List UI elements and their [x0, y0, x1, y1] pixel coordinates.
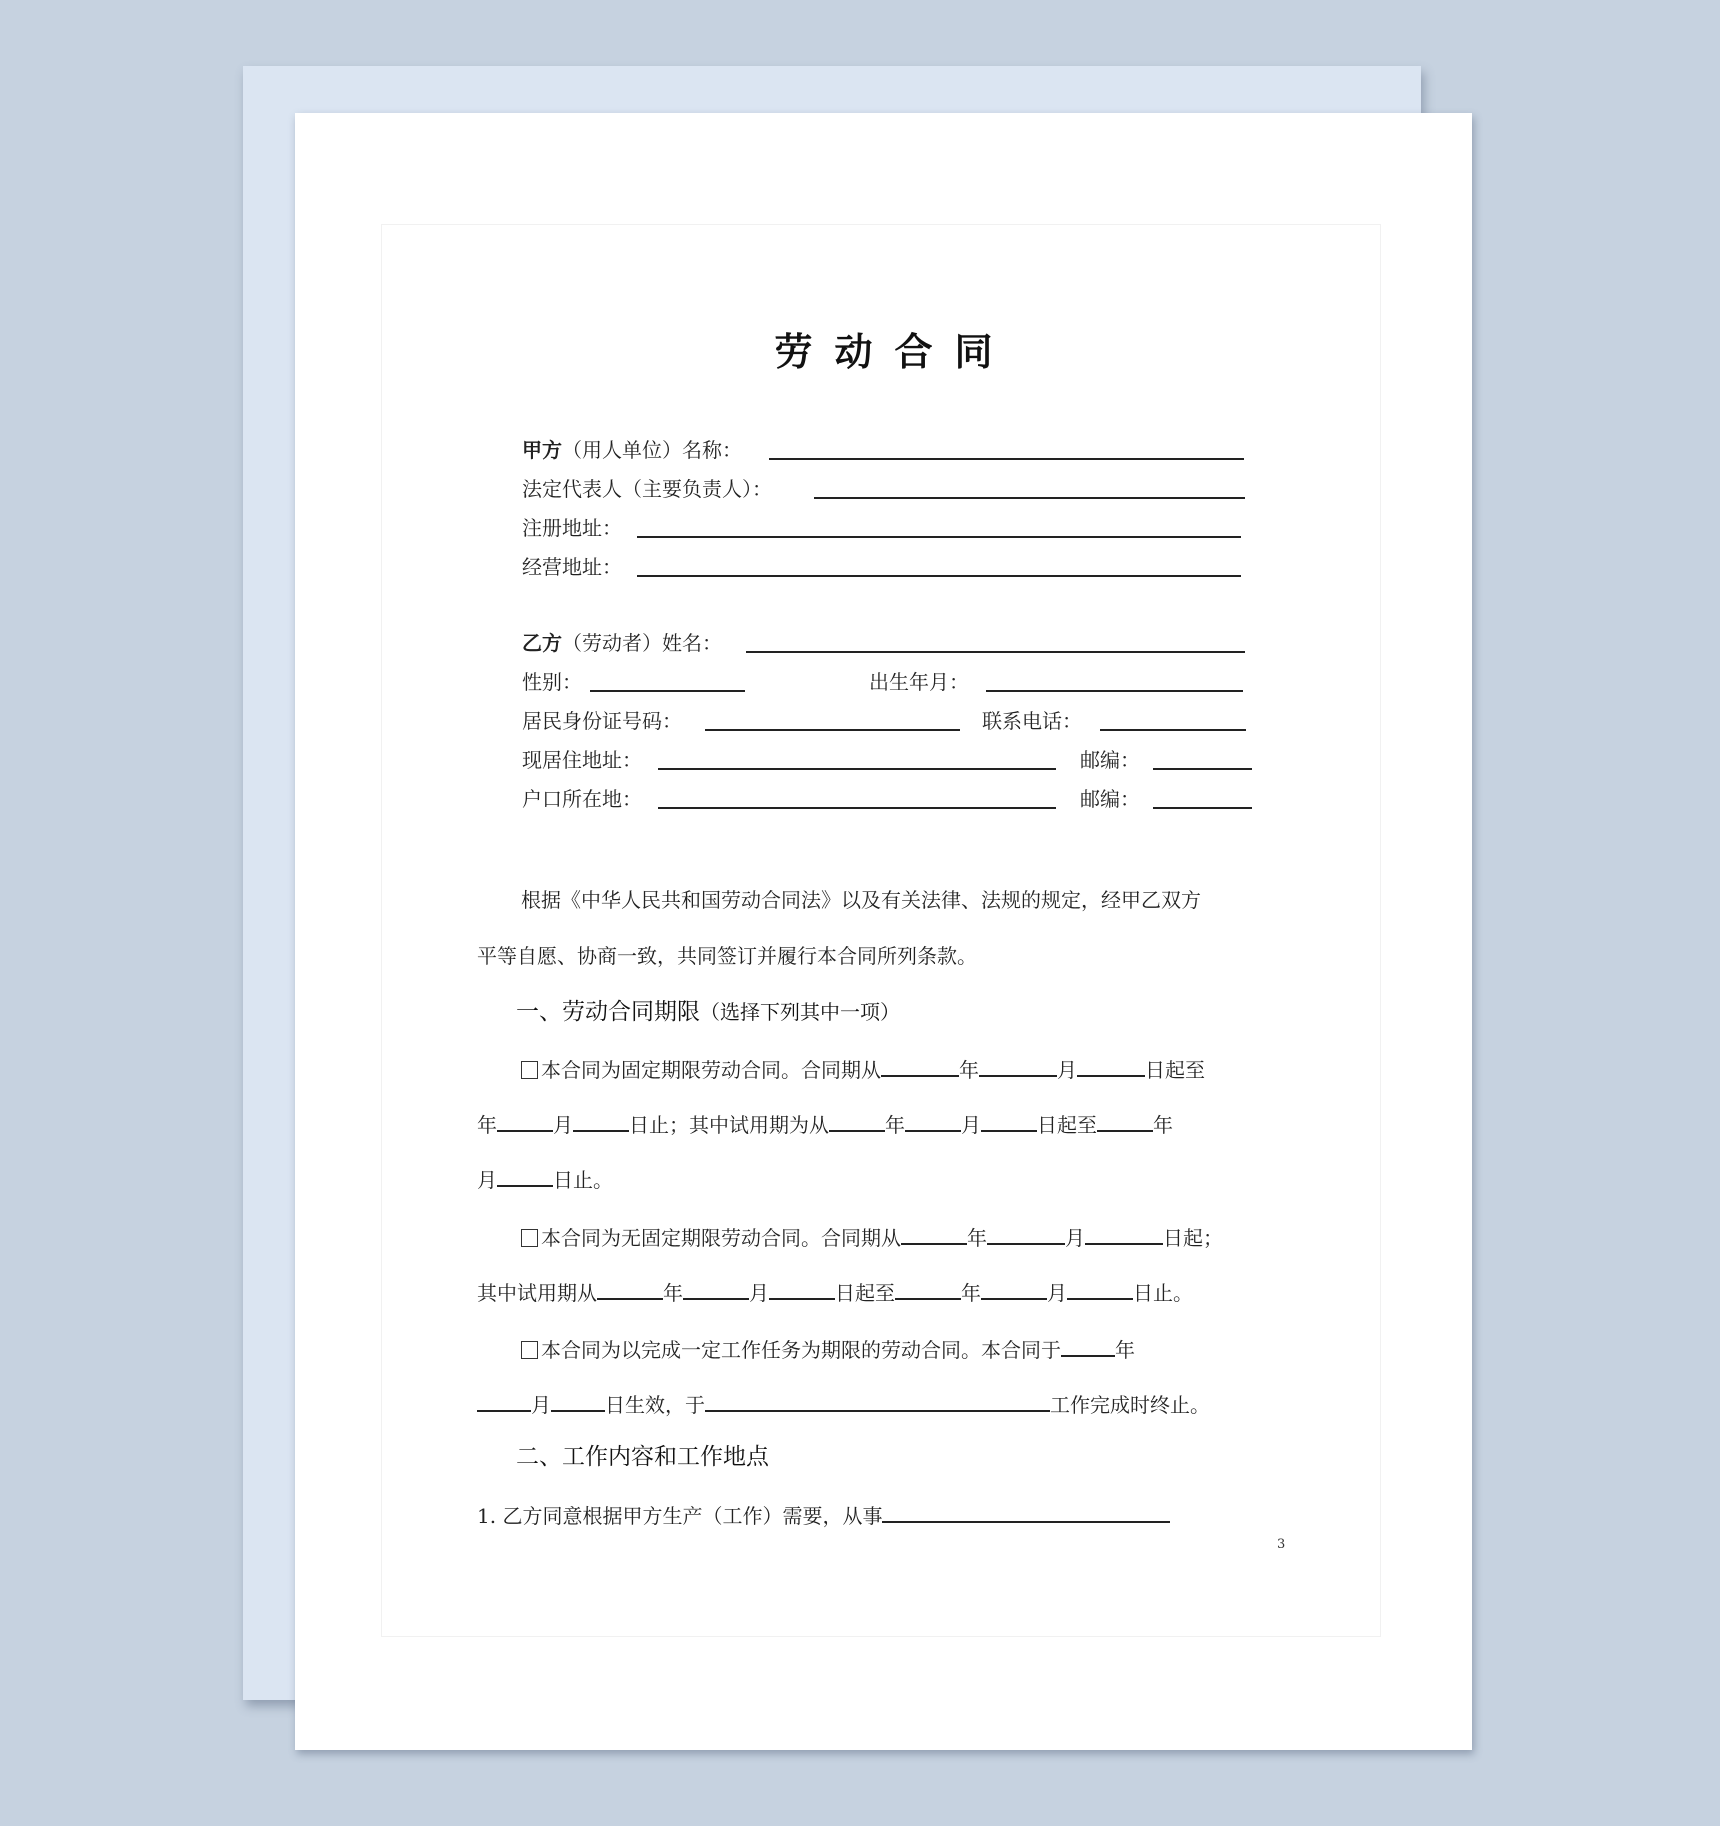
gender-label: 性别： — [522, 670, 582, 694]
probation-start-month-field[interactable] — [905, 1108, 961, 1132]
phone-label: 联系电话： — [982, 709, 1082, 733]
legal-rep-label: 法定代表人（主要负责人）： — [522, 477, 772, 501]
reg-address-field[interactable] — [637, 536, 1241, 538]
task-month-field[interactable] — [477, 1388, 531, 1412]
hukou-field[interactable] — [658, 807, 1056, 809]
task-description-field[interactable] — [705, 1388, 1050, 1412]
start-year-field[interactable] — [881, 1053, 959, 1077]
option-1-line-3: 月 日止。 — [477, 1163, 1307, 1195]
option-1-line-1: 本合同为固定期限劳动合同。合同期从 年 月 日起至 — [477, 1053, 1351, 1085]
reg-address-label: 注册地址： — [522, 516, 622, 540]
party-a-label: 甲方 — [522, 438, 562, 462]
open-start-year-field[interactable] — [901, 1221, 967, 1245]
probation-end-year-field[interactable] — [1097, 1108, 1153, 1132]
option-2-line-1: 本合同为无固定期限劳动合同。合同期从 年 月 日起； — [477, 1221, 1351, 1253]
current-postcode-field[interactable] — [1153, 768, 1252, 770]
probation-end-day-field[interactable] — [497, 1163, 553, 1187]
birth-field[interactable] — [986, 690, 1243, 692]
hukou-row — [522, 784, 1342, 814]
postcode-label: 邮编： — [1080, 787, 1140, 811]
party-b-name-label: （劳动者）姓名： — [562, 631, 722, 655]
open-probation-end-month-field[interactable] — [981, 1276, 1047, 1300]
probation-start-year-field[interactable] — [829, 1108, 885, 1132]
gender-birth-row — [522, 667, 1342, 697]
probation-start-day-field[interactable] — [981, 1108, 1037, 1132]
document-title: 劳动合同 — [774, 330, 1015, 374]
id-number-label: 居民身份证号码： — [522, 709, 682, 733]
id-number-field[interactable] — [705, 729, 960, 731]
open-probation-start-day-field[interactable] — [769, 1276, 835, 1300]
option-1-line-2: 年 月 日止；其中试用期为从 年 月 日起至 年 — [477, 1108, 1307, 1140]
legal-rep-field[interactable] — [814, 497, 1245, 499]
open-probation-start-year-field[interactable] — [597, 1276, 663, 1300]
end-month-field[interactable] — [497, 1108, 553, 1132]
preamble-line-2: 平等自愿、协商一致，共同签订并履行本合同所列条款。 — [477, 944, 977, 968]
party-a-name-label: （用人单位）名称： — [562, 438, 742, 462]
current-address-row — [522, 745, 1342, 775]
birth-label: 出生年月： — [869, 670, 969, 694]
gender-field[interactable] — [590, 690, 745, 692]
biz-address-label: 经营地址： — [522, 555, 622, 579]
current-address-field[interactable] — [658, 768, 1056, 770]
task-year-field[interactable] — [1061, 1333, 1115, 1357]
id-phone-row — [522, 706, 1342, 736]
preamble-line-1: 根据《中华人民共和国劳动合同法》以及有关法律、法规的规定，经甲乙双方 — [521, 888, 1201, 912]
biz-address-row — [522, 552, 1342, 582]
option-2-line-2: 其中试用期从 年 月 日起至 年 月 日止。 — [477, 1276, 1307, 1308]
option-3-line-1: 本合同为以完成一定工作任务为期限的劳动合同。本合同于 年 — [477, 1333, 1351, 1365]
page-number: 3 — [1277, 1537, 1286, 1552]
section-1-note: （选择下列其中一项） — [700, 1000, 900, 1024]
party-b-name-field[interactable] — [746, 651, 1245, 653]
job-position-field[interactable] — [882, 1499, 1170, 1523]
section-2-heading: 二、工作内容和工作地点 — [516, 1444, 769, 1470]
biz-address-field[interactable] — [637, 575, 1241, 577]
legal-rep-row — [522, 474, 1342, 504]
party-a-name-field[interactable] — [769, 458, 1244, 460]
end-day-field[interactable] — [573, 1108, 629, 1132]
start-month-field[interactable] — [979, 1053, 1057, 1077]
option-3-line-2: 月 日生效，于 工作完成时终止。 — [477, 1388, 1307, 1420]
current-address-label: 现居住地址： — [522, 748, 642, 772]
phone-field[interactable] — [1100, 729, 1246, 731]
party-b-name-row — [522, 628, 1342, 658]
contract-page — [295, 113, 1472, 1750]
postcode-label: 邮编： — [1080, 748, 1140, 772]
open-probation-end-day-field[interactable] — [1067, 1276, 1133, 1300]
hukou-label: 户口所在地： — [522, 787, 642, 811]
section-1-heading: 一、劳动合同期限（选择下列其中一项） — [516, 999, 900, 1025]
hukou-postcode-field[interactable] — [1153, 807, 1252, 809]
checkbox-open-ended[interactable] — [521, 1229, 538, 1247]
reg-address-row — [522, 513, 1342, 543]
open-start-month-field[interactable] — [987, 1221, 1065, 1245]
checkbox-task-based[interactable] — [521, 1341, 538, 1359]
open-probation-end-year-field[interactable] — [895, 1276, 961, 1300]
section-2-item-1: 1. 乙方同意根据甲方生产（工作）需要，从事 — [477, 1499, 1307, 1531]
start-day-field[interactable] — [1077, 1053, 1145, 1077]
checkbox-fixed-term[interactable] — [521, 1061, 538, 1079]
party-a-name-row — [522, 435, 1342, 465]
open-probation-start-month-field[interactable] — [683, 1276, 749, 1300]
party-b-label: 乙方 — [522, 631, 562, 655]
open-start-day-field[interactable] — [1085, 1221, 1163, 1245]
task-day-field[interactable] — [551, 1388, 605, 1412]
